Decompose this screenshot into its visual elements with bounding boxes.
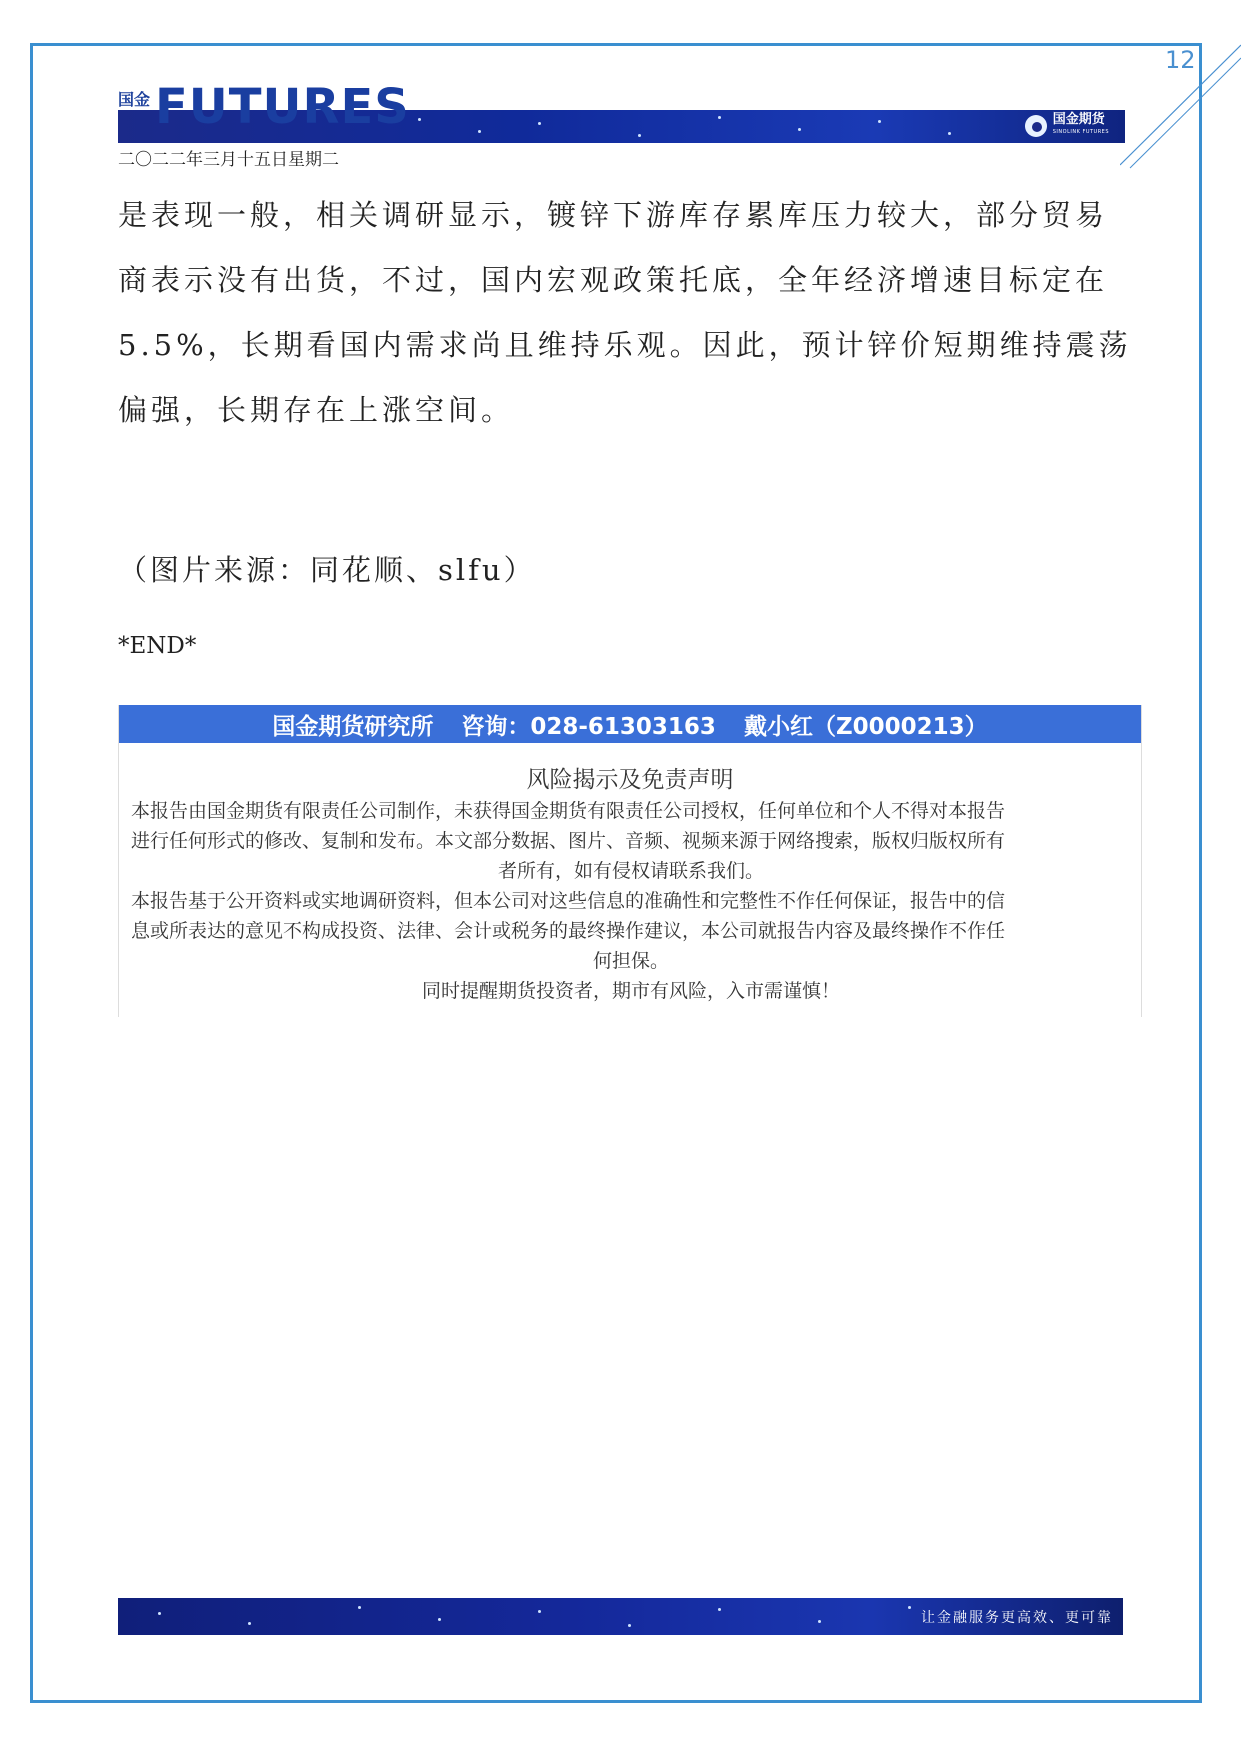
- corner-decoration: [1120, 40, 1241, 170]
- brand-mark-icon: [1025, 115, 1047, 137]
- image-source: （图片来源：同花顺、slfu）: [118, 553, 536, 587]
- disclaimer-box: [118, 705, 1142, 1017]
- disclaimer-body: [119, 794, 1141, 1006]
- end-marker: *END*: [118, 633, 197, 659]
- body-line: 商表示没有出货，不过，国内宏观政策托底，全年经济增速目标定在: [118, 263, 1109, 297]
- footer-slogan: 让金融服务更高效、更可靠: [921, 1610, 1113, 1626]
- disclaimer-line: 本报告由国金期货有限责任公司制作，未获得国金期货有限责任公司授权，任何单位和个人不得对本报告: [131, 800, 1006, 822]
- body-line: 5.5%，长期看国内需求尚且维持乐观。因此，预计锌价短期维持震荡: [118, 328, 1132, 362]
- research-institute: 国金期货研究所: [272, 713, 434, 740]
- disclaimer-line: 何担保。: [592, 950, 669, 972]
- page-number: 12: [1165, 46, 1196, 74]
- disclaimer-line: 同时提醒期货投资者，期市有风险，入市需谨慎！: [421, 980, 840, 1002]
- footer-band: [118, 1598, 1123, 1635]
- report-date: 二〇二二年三月十五日星期二: [118, 150, 339, 170]
- logo-futures: FUTURES: [155, 79, 410, 135]
- disclaimer-line: 进行任何形式的修改、复制和发布。本文部分数据、图片、音频、视频来源于网络搜索，版权归版权所有: [131, 830, 1006, 852]
- body-text: [118, 183, 1132, 443]
- analyst-name: 戴小红（Z0000213）: [743, 713, 988, 740]
- body-line: 偏强，长期存在上涨空间。: [118, 393, 515, 427]
- logo-cn-line1: 国金: [118, 90, 151, 109]
- disclaimer-line: 息或所表达的意见不构成投资、法律、会计或税务的最终操作建议，本公司就报告内容及最终操作不作任: [131, 920, 1006, 942]
- disclaimer-line: 者所有，如有侵权请联系我们。: [497, 860, 764, 882]
- disclaimer-header: [119, 705, 1141, 743]
- brand-logo: [1025, 114, 1109, 138]
- brand-cn: 国金期货: [1052, 112, 1105, 127]
- brand-en: SINOLINK FUTURES: [1052, 129, 1109, 135]
- disclaimer-line: 本报告基于公开资料或实地调研资料，但本公司对这些信息的准确性和完整性不作任何保证，报告中的信: [131, 890, 1006, 912]
- contact-phone: 咨询：028-61303163: [461, 713, 716, 740]
- body-line: 是表现一般，相关调研显示，镀锌下游库存累库压力较大，部分贸易: [118, 198, 1109, 232]
- disclaimer-title: 风险揭示及免责声明: [526, 767, 734, 793]
